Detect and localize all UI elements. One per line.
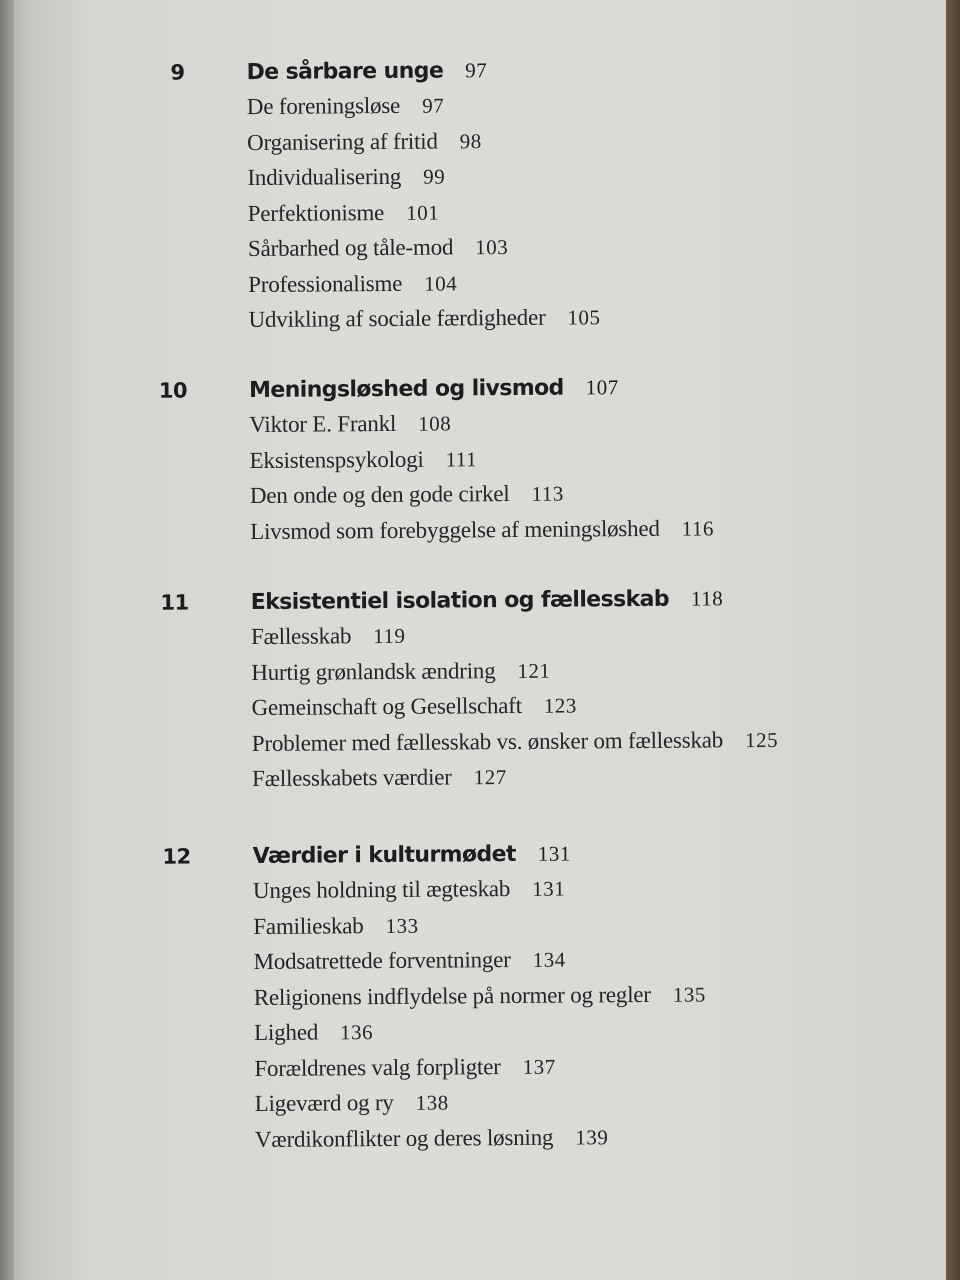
entry-title: Eksistenspsykologi [249,446,424,473]
entry-title: Modsatrettede forventninger [253,947,511,975]
chapter-11 [5,585,905,792]
toc-entry [254,1052,706,1091]
toc-entry [248,304,600,342]
entry-page-number: 105 [567,305,601,330]
entry-title: De foreningsløse [246,92,401,120]
entry-page-number: 125 [744,727,779,752]
entry-title: Fællesskabets værdier [252,764,452,792]
entry-title: Sårbarhed og tåle-mod [247,234,454,262]
section-list [247,91,601,342]
entry-title: Organisering af fritid [247,128,438,155]
toc-entry [254,1016,706,1055]
entry-page-number: 113 [531,481,564,506]
section-list [253,874,707,1162]
toc-entry [253,910,705,949]
section-list [249,408,714,554]
chapter-page-number: 118 [690,586,724,611]
chapter-title-text: Meningsløshed og livsmod [248,375,564,404]
chapter-title [253,842,571,869]
entry-title: Viktor E. Frankl [249,410,397,438]
toc-entry [251,691,777,731]
toc-entry [247,127,599,165]
toc-entry [252,762,778,802]
entry-title: Den onde og den gode cirkel [249,481,510,509]
toc-entry [255,1087,707,1126]
entry-title: Forældrenes valg forpligter [254,1053,501,1081]
chapter-page-number: 97 [465,58,488,83]
toc-entry [253,945,705,984]
entry-page-number: 131 [532,876,566,901]
entry-page-number: 98 [459,128,482,153]
toc-entry [247,162,599,200]
entry-page-number: 116 [681,515,715,541]
chapter-title [249,375,619,403]
entry-page-number: 103 [475,235,509,260]
entry-title: Religionens indflydelse på normer og regler [253,981,651,1010]
entry-title: Værdikonflikter og deres løsning [254,1124,554,1152]
entry-title: Livsmod som forebyggelse af meningsløshed [250,515,660,544]
toc-entry [248,198,600,236]
entry-page-number: 104 [424,270,458,296]
toc-entry [254,981,706,1020]
entry-page-number: 119 [373,623,406,649]
chapter-title-text: Eksistentiel isolation og fællesskab [250,586,670,616]
chapter-page-number: 131 [537,841,571,866]
chapter-title [251,586,724,615]
toc-entry [255,1123,707,1162]
entry-page-number: 108 [418,411,452,436]
chapter-number: 11 [160,590,189,615]
toc-entry [249,408,713,447]
toc-entry [250,479,714,518]
chapter-title [246,58,487,85]
chapter-number: 10 [158,378,188,403]
entry-page-number: 133 [385,913,419,938]
toc-entry [248,269,600,307]
entry-page-number: 123 [543,693,577,718]
toc-entry [251,620,777,660]
entry-title: Fællesskab [250,623,352,650]
entry-page-number: 138 [415,1090,449,1115]
entry-page-number: 111 [445,446,478,472]
entry-page-number: 139 [575,1124,609,1150]
chapter-12 [7,839,907,1152]
entry-page-number: 136 [339,1020,374,1045]
entry-title: Professionalisme [248,270,403,297]
toc-entry [253,874,705,913]
chapter-10 [3,373,903,544]
chapter-number: 12 [162,844,191,869]
entry-page-number: 134 [532,947,566,972]
toc-entry [247,91,599,129]
toc-entry [248,233,600,271]
toc-entry [252,726,778,766]
chapter-9 [0,55,900,333]
entry-page-number: 127 [473,765,507,790]
entry-page-number: 97 [422,93,445,118]
entry-page-number: 121 [517,658,551,683]
page-edge-background [946,0,960,1280]
chapter-title-text: Værdier i kulturmødet [252,841,516,870]
entry-title: Perfektionisme [247,199,385,226]
entry-page-number: 99 [423,164,446,189]
entry-title: Lighed [254,1019,319,1046]
entry-page-number: 101 [406,200,440,225]
toc-entry [250,444,714,483]
toc-entry [250,515,714,554]
chapter-number: 9 [170,60,185,85]
toc-entry [251,655,777,695]
chapter-page-number: 107 [585,375,619,400]
entry-page-number: 135 [672,981,706,1007]
entry-title: Problemer med fællesskab vs. ønsker om fællesskab [251,726,724,756]
entry-title: Udvikling af sociale færdigheder [248,304,546,333]
chapter-title-text: De sårbare unge [246,58,444,86]
section-list [251,620,779,802]
entry-title: Hurtig grønlandsk ændring [251,657,496,685]
entry-title: Ligeværd og ry [254,1089,394,1117]
entry-page-number: 137 [522,1054,556,1079]
entry-title: Familieskab [253,912,364,939]
entry-title: Unges holdning til ægteskab [252,876,511,904]
entry-title: Gemeinschaft og Gesellschaft [251,692,522,721]
entry-title: Individualisering [247,163,402,191]
